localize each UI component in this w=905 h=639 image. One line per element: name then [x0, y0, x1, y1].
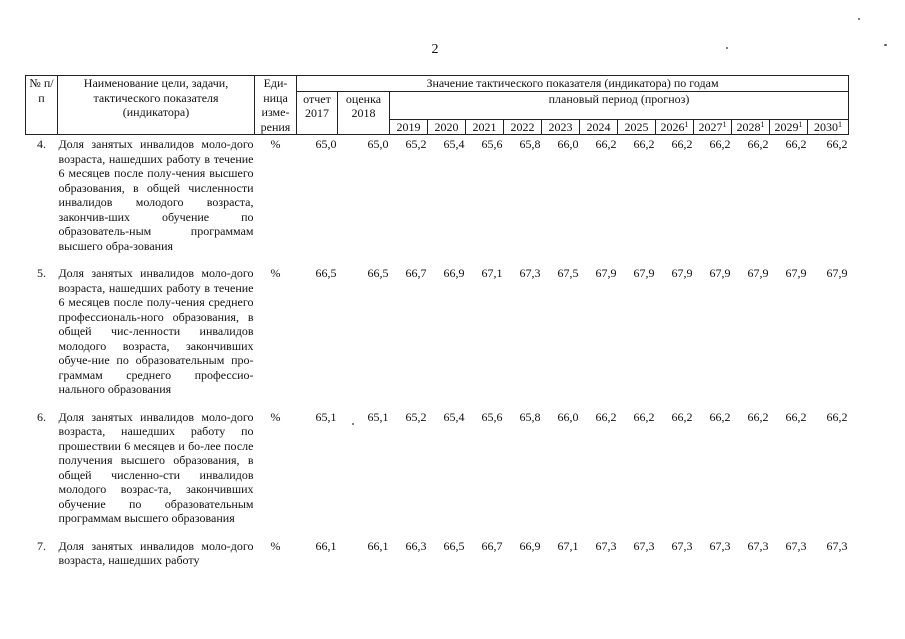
header-year: 2019 [390, 119, 428, 135]
value-cell: 65,2 [405, 137, 427, 151]
value-cell: 66,1 [367, 538, 389, 553]
value-cell: 67,1 [557, 538, 579, 553]
value-cell: 66,2 [785, 409, 807, 424]
footnote-mark: 1 [798, 119, 803, 129]
value-cell: 66,3 [405, 538, 427, 553]
footnote-mark: 1 [722, 119, 727, 129]
table-row [26, 135, 849, 265]
value-cell: 67,9 [785, 266, 807, 280]
value-cell: 66,2 [826, 137, 848, 151]
value-cell: 66,5 [443, 538, 465, 553]
header-year: 2023 [542, 119, 580, 135]
value-cell: 66,0 [557, 137, 579, 151]
header-year-footnoted: 2029$^1$ [770, 119, 808, 135]
indicator-name: Доля занятых инвалидов моло-дого возраста, нашедших работу по прошествии 6 месяцев и бо-лее после получения высшего образования, в общей численно-сти инвалидов молодого возрас-та, закончивших обучение по образовательным программам высшего образования [58, 409, 254, 525]
unit-cell: % [270, 409, 281, 424]
value-cell: 65,1 [315, 409, 337, 424]
value-cell: 67,3 [785, 538, 807, 553]
header-year: 2020 [428, 119, 466, 135]
scan-speck [352, 423, 354, 425]
indicator-name: Доля занятых инвалидов моло-дого возраста, нашедших работу в течение 6 месяцев после полу-чения высшего образования, в общей численности инвалидов молодого возраста, закончив-ших обучение по образователь-ным программам высшего обра-зования [58, 137, 254, 253]
value-cell: 67,9 [826, 266, 848, 280]
value-cell: 67,5 [557, 266, 579, 280]
unit-cell: % [270, 137, 281, 151]
value-cell: 66,2 [671, 137, 693, 151]
value-cell: 65,0 [367, 137, 389, 151]
unit-cell: % [270, 538, 281, 553]
value-cell: 66,7 [405, 266, 427, 280]
row-number: 5. [37, 266, 46, 280]
header-report: отчет 2017 [297, 91, 338, 135]
value-cell: 67,3 [709, 538, 731, 553]
value-cell: 65,0 [315, 137, 337, 151]
value-cell: 67,9 [671, 266, 693, 280]
footnote-mark: 1 [838, 119, 842, 129]
value-cell: 66,9 [443, 266, 465, 280]
indicator-name: Доля занятых инвалидов моло-дого возраста, нашедших работу в течение 6 месяцев после полу-чения среднего профессиональ-ного образования, в общей чис-ленности инвалидов молодого возраста, закончивших обуче-ние по образовательным про-граммам среднего профессио-нального образования [58, 266, 254, 396]
page-number: 2 [431, 42, 439, 57]
value-cell: 66,2 [595, 137, 617, 151]
value-cell: 67,3 [826, 538, 848, 553]
header-name: Наименование цели, задачи, тактического показателя (индикатора) [58, 76, 255, 135]
header-group-title: Значение тактического показателя (индикатора) по годам [297, 76, 849, 92]
footnote-mark: 1 [760, 119, 765, 129]
value-cell: 66,2 [747, 409, 769, 424]
footnote-mark: 1 [684, 119, 689, 129]
header-year-footnoted: 2026$^1$ [656, 119, 694, 135]
row-number: 6. [37, 409, 46, 424]
value-cell: 67,3 [633, 538, 655, 553]
value-cell: 66,2 [671, 409, 693, 424]
value-cell: 66,0 [557, 409, 579, 424]
value-cell: 65,4 [443, 409, 465, 424]
header-year-footnoted: 2030$^1$ [808, 119, 849, 135]
header-year: 2022 [504, 119, 542, 135]
value-cell: 66,5 [367, 266, 389, 280]
value-cell: 67,9 [595, 266, 617, 280]
value-cell: 66,9 [519, 538, 541, 553]
value-cell: 65,6 [481, 409, 503, 424]
header-estimate: оценка 2018 [338, 91, 390, 135]
value-cell: 67,3 [595, 538, 617, 553]
value-cell: 66,2 [785, 137, 807, 151]
value-cell: 66,2 [633, 409, 655, 424]
header-year-footnoted: 2028$^1$ [732, 119, 770, 135]
value-cell: 66,2 [709, 409, 731, 424]
row-number: 4. [37, 137, 46, 151]
header-year: 2024 [580, 119, 618, 135]
header-year-footnoted: 2027$^1$ [694, 119, 732, 135]
indicator-table [25, 75, 849, 579]
value-cell: 66,2 [595, 409, 617, 424]
value-cell: 66,7 [481, 538, 503, 553]
indicator-name: Доля занятых инвалидов моло-дого возраста, нашедших работу [58, 538, 254, 567]
value-cell: 65,4 [443, 137, 465, 151]
value-cell: 66,2 [633, 137, 655, 151]
unit-cell: % [270, 266, 281, 280]
header-plan-title: плановый период (прогноз) [390, 91, 849, 119]
table-row [26, 537, 849, 579]
value-cell: 67,3 [519, 266, 541, 280]
table-header [26, 76, 849, 135]
value-cell: 66,1 [315, 538, 337, 553]
value-cell: 67,3 [747, 538, 769, 553]
row-number: 7. [37, 538, 46, 553]
scan-speck [884, 44, 887, 46]
value-cell: 66,2 [709, 137, 731, 151]
value-cell: 67,9 [709, 266, 731, 280]
value-cell: 67,9 [747, 266, 769, 280]
scan-speck [726, 47, 728, 49]
header-year: 2025 [618, 119, 656, 135]
header-unit: Еди-ница изме-рения [255, 76, 297, 135]
table-row [26, 408, 849, 537]
value-cell: 65,8 [519, 137, 541, 151]
table-body [26, 135, 849, 579]
header-num: № п/п [26, 76, 58, 135]
header-year: 2021 [466, 119, 504, 135]
value-cell: 65,2 [405, 409, 427, 424]
value-cell: 66,5 [315, 266, 337, 280]
value-cell: 67,1 [481, 266, 503, 280]
table-row [26, 264, 849, 408]
value-cell: 65,6 [481, 137, 503, 151]
value-cell: 66,2 [826, 409, 848, 424]
value-cell: 65,1 [367, 409, 389, 424]
value-cell: 66,2 [747, 137, 769, 151]
value-cell: 67,9 [633, 266, 655, 280]
value-cell: 65,8 [519, 409, 541, 424]
scan-speck [858, 18, 860, 20]
value-cell: 67,3 [671, 538, 693, 553]
